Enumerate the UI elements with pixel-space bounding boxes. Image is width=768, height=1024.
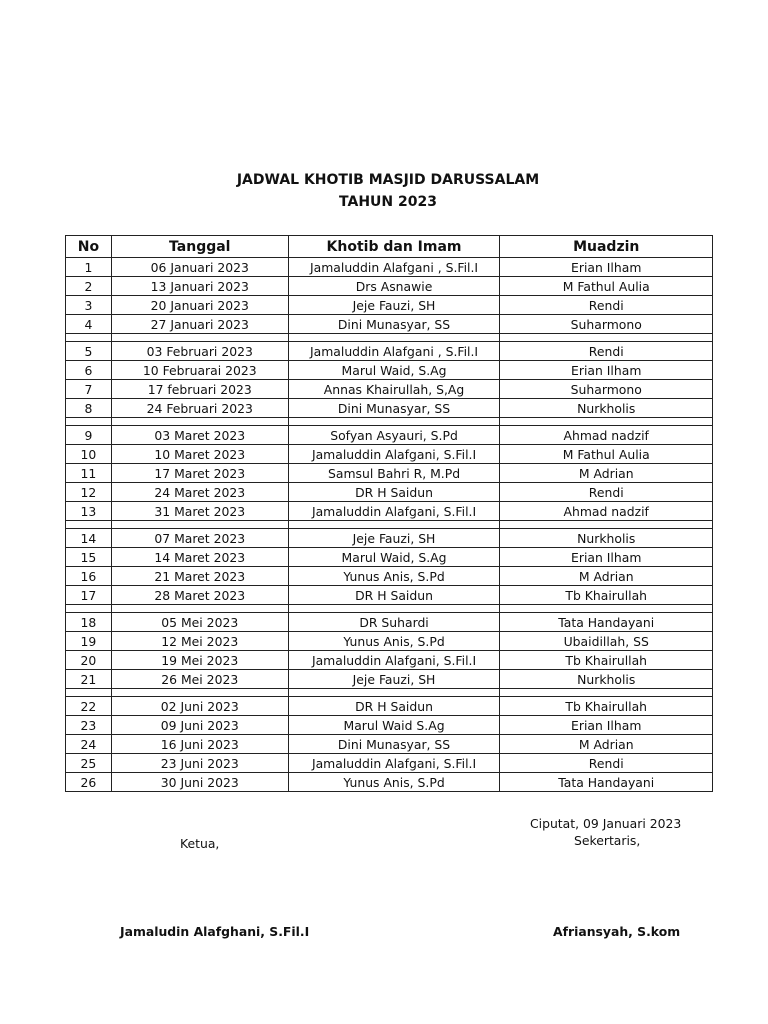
cell-khotib-imam: Samsul Bahri R, M.Pd [288, 464, 500, 483]
cell-khotib-imam: Jamaluddin Alafgani, S.Fil.I [288, 445, 500, 464]
group-separator-row [66, 418, 713, 426]
cell-muadzin: Rendi [500, 342, 713, 361]
cell-khotib-imam: DR Suhardi [288, 613, 500, 632]
separator-cell [66, 334, 112, 342]
separator-cell [500, 689, 713, 697]
cell-tanggal: 17 februari 2023 [111, 380, 288, 399]
cell-muadzin: Erian Ilham [500, 258, 713, 277]
cell-no: 17 [66, 586, 112, 605]
cell-muadzin: Rendi [500, 296, 713, 315]
cell-tanggal: 03 Maret 2023 [111, 426, 288, 445]
cell-no: 10 [66, 445, 112, 464]
cell-tanggal: 17 Maret 2023 [111, 464, 288, 483]
separator-cell [288, 605, 500, 613]
table-row [66, 651, 713, 670]
cell-khotib-imam: Drs Asnawie [288, 277, 500, 296]
cell-no: 18 [66, 613, 112, 632]
cell-khotib-imam: Jeje Fauzi, SH [288, 670, 500, 689]
cell-tanggal: 31 Maret 2023 [111, 502, 288, 521]
cell-no: 1 [66, 258, 112, 277]
cell-no: 2 [66, 277, 112, 296]
cell-muadzin: Rendi [500, 483, 713, 502]
table-row [66, 258, 713, 277]
separator-cell [288, 418, 500, 426]
cell-khotib-imam: Marul Waid S.Ag [288, 716, 500, 735]
cell-tanggal: 19 Mei 2023 [111, 651, 288, 670]
cell-no: 22 [66, 697, 112, 716]
table-row [66, 697, 713, 716]
cell-khotib-imam: Jamaluddin Alafgani , S.Fil.I [288, 342, 500, 361]
sekretaris-label: Sekertaris, [574, 833, 641, 848]
cell-khotib-imam: Sofyan Asyauri, S.Pd [288, 426, 500, 445]
cell-muadzin: Erian Ilham [500, 548, 713, 567]
cell-muadzin: Ubaidillah, SS [500, 632, 713, 651]
cell-no: 5 [66, 342, 112, 361]
cell-tanggal: 05 Mei 2023 [111, 613, 288, 632]
cell-tanggal: 20 Januari 2023 [111, 296, 288, 315]
table-row [66, 586, 713, 605]
table-row [66, 773, 713, 792]
cell-no: 11 [66, 464, 112, 483]
cell-khotib-imam: Jeje Fauzi, SH [288, 529, 500, 548]
table-row [66, 735, 713, 754]
table-header-row [66, 236, 713, 258]
table-row [66, 464, 713, 483]
table-row [66, 361, 713, 380]
separator-cell [66, 605, 112, 613]
cell-no: 14 [66, 529, 112, 548]
table-row [66, 502, 713, 521]
cell-muadzin: Tb Khairullah [500, 586, 713, 605]
cell-tanggal: 10 Februarai 2023 [111, 361, 288, 380]
cell-muadzin: Ahmad nadzif [500, 502, 713, 521]
cell-tanggal: 09 Juni 2023 [111, 716, 288, 735]
table-row [66, 567, 713, 586]
cell-khotib-imam: DR H Saidun [288, 697, 500, 716]
table-row [66, 754, 713, 773]
cell-khotib-imam: Dini Munasyar, SS [288, 399, 500, 418]
separator-cell [111, 334, 288, 342]
cell-khotib-imam: Jamaluddin Alafgani, S.Fil.I [288, 754, 500, 773]
cell-no: 6 [66, 361, 112, 380]
cell-tanggal: 23 Juni 2023 [111, 754, 288, 773]
cell-muadzin: Nurkholis [500, 529, 713, 548]
cell-no: 9 [66, 426, 112, 445]
group-separator-row [66, 689, 713, 697]
cell-muadzin: Tb Khairullah [500, 697, 713, 716]
cell-no: 20 [66, 651, 112, 670]
cell-khotib-imam: Marul Waid, S.Ag [288, 361, 500, 380]
separator-cell [500, 418, 713, 426]
table-row [66, 342, 713, 361]
sekretaris-name: Afriansyah, S.kom [553, 924, 681, 939]
cell-no: 15 [66, 548, 112, 567]
cell-no: 16 [66, 567, 112, 586]
cell-no: 26 [66, 773, 112, 792]
table-body [66, 258, 713, 792]
table-row [66, 483, 713, 502]
cell-tanggal: 06 Januari 2023 [111, 258, 288, 277]
cell-tanggal: 24 Februari 2023 [111, 399, 288, 418]
cell-no: 23 [66, 716, 112, 735]
cell-no: 4 [66, 315, 112, 334]
cell-muadzin: Erian Ilham [500, 361, 713, 380]
separator-cell [111, 689, 288, 697]
cell-tanggal: 03 Februari 2023 [111, 342, 288, 361]
table-row [66, 399, 713, 418]
cell-muadzin: Erian Ilham [500, 716, 713, 735]
cell-khotib-imam: Jamaluddin Alafgani, S.Fil.I [288, 651, 500, 670]
document-title: JADWAL KHOTIB MASJID DARUSSALAM [236, 172, 540, 188]
separator-cell [66, 689, 112, 697]
cell-no: 8 [66, 399, 112, 418]
document-subtitle-year: TAHUN 2023 [339, 194, 437, 210]
cell-muadzin: M Fathul Aulia [500, 445, 713, 464]
cell-tanggal: 24 Maret 2023 [111, 483, 288, 502]
table-row [66, 548, 713, 567]
cell-tanggal: 26 Mei 2023 [111, 670, 288, 689]
cell-muadzin: M Adrian [500, 567, 713, 586]
group-separator-row [66, 521, 713, 529]
separator-cell [66, 418, 112, 426]
cell-muadzin: Tb Khairullah [500, 651, 713, 670]
cell-muadzin: Suharmono [500, 315, 713, 334]
cell-no: 7 [66, 380, 112, 399]
cell-no: 25 [66, 754, 112, 773]
table-row [66, 529, 713, 548]
schedule-table [65, 235, 713, 792]
cell-no: 24 [66, 735, 112, 754]
cell-no: 19 [66, 632, 112, 651]
cell-muadzin: Nurkholis [500, 670, 713, 689]
cell-muadzin: M Adrian [500, 735, 713, 754]
cell-tanggal: 16 Juni 2023 [111, 735, 288, 754]
separator-cell [111, 521, 288, 529]
separator-cell [500, 521, 713, 529]
separator-cell [288, 689, 500, 697]
separator-cell [288, 334, 500, 342]
cell-khotib-imam: Yunus Anis, S.Pd [288, 632, 500, 651]
cell-muadzin: Tata Handayani [500, 613, 713, 632]
cell-khotib-imam: Dini Munasyar, SS [288, 735, 500, 754]
cell-tanggal: 02 Juni 2023 [111, 697, 288, 716]
table-row [66, 296, 713, 315]
table-row [66, 426, 713, 445]
cell-khotib-imam: Annas Khairullah, S,Ag [288, 380, 500, 399]
cell-muadzin: Suharmono [500, 380, 713, 399]
cell-tanggal: 21 Maret 2023 [111, 567, 288, 586]
cell-no: 3 [66, 296, 112, 315]
cell-muadzin: M Fathul Aulia [500, 277, 713, 296]
cell-khotib-imam: Yunus Anis, S.Pd [288, 567, 500, 586]
cell-tanggal: 14 Maret 2023 [111, 548, 288, 567]
cell-tanggal: 28 Maret 2023 [111, 586, 288, 605]
cell-muadzin: Nurkholis [500, 399, 713, 418]
header-tanggal: Tanggal [111, 236, 288, 258]
cell-muadzin: Ahmad nadzif [500, 426, 713, 445]
cell-no: 12 [66, 483, 112, 502]
table-row [66, 613, 713, 632]
cell-khotib-imam: Jeje Fauzi, SH [288, 296, 500, 315]
cell-tanggal: 13 Januari 2023 [111, 277, 288, 296]
cell-muadzin: Rendi [500, 754, 713, 773]
table-row [66, 670, 713, 689]
separator-cell [66, 521, 112, 529]
ketua-label: Ketua, [180, 836, 220, 851]
header-muadzin: Muadzin [500, 236, 713, 258]
table-row [66, 277, 713, 296]
cell-no: 21 [66, 670, 112, 689]
table-row [66, 445, 713, 464]
separator-cell [500, 605, 713, 613]
table-row [66, 716, 713, 735]
cell-tanggal: 30 Juni 2023 [111, 773, 288, 792]
cell-tanggal: 10 Maret 2023 [111, 445, 288, 464]
cell-khotib-imam: Yunus Anis, S.Pd [288, 773, 500, 792]
header-khotib-imam: Khotib dan Imam [288, 236, 500, 258]
place-date: Ciputat, 09 Januari 2023 [530, 816, 682, 831]
cell-muadzin: M Adrian [500, 464, 713, 483]
table-row [66, 632, 713, 651]
cell-khotib-imam: Dini Munasyar, SS [288, 315, 500, 334]
separator-cell [288, 521, 500, 529]
table-row [66, 380, 713, 399]
cell-tanggal: 07 Maret 2023 [111, 529, 288, 548]
header-no: No [66, 236, 112, 258]
group-separator-row [66, 334, 713, 342]
ketua-name: Jamaludin Alafghani, S.Fil.I [120, 924, 310, 939]
separator-cell [111, 418, 288, 426]
cell-khotib-imam: Jamaluddin Alafgani, S.Fil.I [288, 502, 500, 521]
separator-cell [111, 605, 288, 613]
cell-khotib-imam: DR H Saidun [288, 483, 500, 502]
cell-khotib-imam: Jamaluddin Alafgani , S.Fil.I [288, 258, 500, 277]
cell-muadzin: Tata Handayani [500, 773, 713, 792]
cell-tanggal: 12 Mei 2023 [111, 632, 288, 651]
cell-tanggal: 27 Januari 2023 [111, 315, 288, 334]
cell-khotib-imam: DR H Saidun [288, 586, 500, 605]
group-separator-row [66, 605, 713, 613]
cell-no: 13 [66, 502, 112, 521]
table-row [66, 315, 713, 334]
separator-cell [500, 334, 713, 342]
cell-khotib-imam: Marul Waid, S.Ag [288, 548, 500, 567]
